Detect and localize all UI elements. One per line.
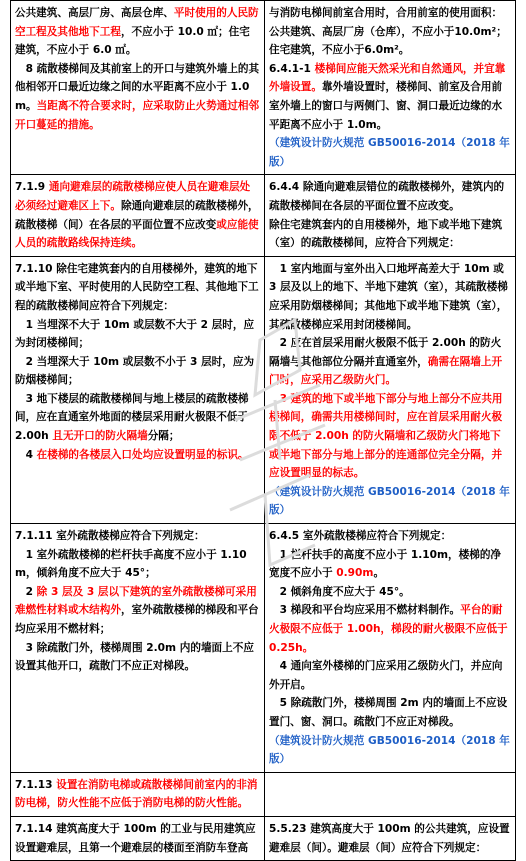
paragraph bbox=[15, 4, 260, 60]
left-cell bbox=[11, 524, 265, 773]
body-text: 1 栏杆扶手的高度不应小于 1.10m，楼梯的净宽度不应小于 bbox=[269, 548, 502, 580]
paragraph bbox=[15, 60, 260, 134]
table-row bbox=[11, 524, 516, 773]
paragraph bbox=[269, 546, 511, 583]
highlight-text: 除 3 层及 3 层以下建筑的室外疏散楼梯可采用难燃性材料或木结构外 bbox=[15, 585, 257, 617]
right-cell bbox=[265, 524, 516, 773]
paragraph bbox=[269, 390, 511, 483]
body-text: 7.1.14 建筑高度大于 100m 的工业与民用建筑应设置避难层，且第一个避难层的楼面至消防车登高 bbox=[15, 822, 256, 854]
right-cell bbox=[265, 256, 516, 523]
body-text: 公共建筑、高层厂房、高层仓库、 bbox=[15, 7, 174, 19]
paragraph bbox=[269, 260, 511, 334]
paragraph bbox=[15, 353, 260, 390]
paragraph bbox=[15, 546, 260, 583]
highlight-text: 且无开口的防火隔墙 bbox=[52, 430, 148, 443]
paragraph bbox=[269, 694, 511, 731]
body-text: 6.4.1-1 bbox=[269, 62, 315, 75]
body-text: 7.1.13 bbox=[15, 778, 57, 791]
highlight-text: 楼梯间应能天然采光和自然通风，并宜靠外墙设置。 bbox=[269, 62, 506, 94]
table-row bbox=[11, 256, 516, 523]
right-cell bbox=[265, 816, 516, 860]
body-text: 分隔； bbox=[147, 430, 180, 443]
paragraph bbox=[15, 820, 260, 857]
highlight-text: 或应能使人员的疏散路线保持连续。 bbox=[15, 218, 259, 250]
paragraph bbox=[15, 178, 260, 252]
body-text: ，室外疏散楼梯的梯段和平台均应采用不燃材料； bbox=[15, 604, 259, 635]
body-text: 8 疏散楼梯间及其前室上的开口与建筑外墙上的其他相邻开口最近边缘之间的水平距离不应小于 1.0m。 bbox=[15, 62, 260, 112]
body-text: 3 地下楼层的疏散楼梯间与地上楼层的疏散楼梯间，应在直通室外地面的楼层采用耐火极限不低于 2.00h bbox=[15, 392, 249, 443]
left-cell bbox=[11, 816, 265, 860]
body-text: 2 当埋深大于 10m 或层数不小于 3 层时，应为防烟楼梯间； bbox=[15, 355, 255, 387]
paragraph bbox=[15, 446, 260, 465]
paragraph bbox=[269, 483, 511, 520]
body-text: ，不应小于 10.0 ㎡；住宅建筑，不应小于 6.0 ㎡。 bbox=[15, 25, 250, 57]
paragraph bbox=[269, 216, 511, 253]
paragraph bbox=[269, 732, 511, 769]
source-citation: （建筑设计防火规范 GB50016-2014（2018 年版） bbox=[269, 734, 510, 766]
paragraph bbox=[15, 639, 260, 676]
right-cell bbox=[265, 772, 516, 816]
body-text: 1 室内地面与室外出入口地坪高差大于 10m 或 3 层及以上的地下、半地下建筑（室），其疏散楼梯应采用防烟楼梯间；其他地下或半地下建筑（室），其疏散楼梯应采用封闭楼梯间。 bbox=[269, 262, 508, 331]
paragraph bbox=[15, 390, 260, 446]
body-text: 1 当埋深不大于 10m 或层数不大于 2 层时，应为封闭楼梯间； bbox=[15, 318, 255, 350]
paragraph bbox=[15, 316, 260, 353]
paragraph bbox=[269, 134, 511, 171]
comparison-table bbox=[10, 0, 516, 861]
body-text: 2 应在首层采用耐火极限不低于 2.00h 的防火隔墙与其他部位分隔并直通室外， bbox=[269, 337, 502, 368]
paragraph bbox=[15, 583, 260, 639]
table-row bbox=[11, 175, 516, 256]
paragraph bbox=[269, 178, 511, 215]
highlight-text: 0.90m bbox=[336, 567, 374, 580]
body-text: 5.5.23 建筑高度大于 100m 的公共建筑，应设置避难层（间）。避难层（间）应符合下列规定： bbox=[269, 822, 510, 854]
paragraph bbox=[15, 260, 260, 316]
highlight-text: 通向避难层的疏散楼梯应使人员在避难层处必须经过避难区上下。 bbox=[15, 181, 251, 212]
table-row bbox=[11, 1, 516, 175]
left-cell bbox=[11, 772, 265, 816]
highlight-text: 平台的耐火极限不应低于 1.00h，梯段的耐火极限不应低于 0.25h。 bbox=[269, 604, 508, 654]
paragraph bbox=[15, 527, 260, 546]
body-text: 1 室外疏散楼梯的栏杆扶手高度不应小于 1.10m，倾斜角度不应大于 45°； bbox=[15, 548, 247, 580]
body-text: 7.1.11 室外疏散楼梯应符合下列规定： bbox=[15, 530, 205, 543]
highlight-text: 3 建筑的地下或半地下部分与地上部分不应共用楼梯间，确需共用楼梯间时，应在首层采用耐火极限不低于 2.00h 的防火隔墙和乙级防火门将地下或半地下部分与地上部分的连通部位完全分隔，并应设置明显的标志。 bbox=[269, 392, 503, 480]
highlight-text: 当距离不符合要求时，应采取防止火势通过相邻开口蔓延的措施。 bbox=[15, 99, 260, 131]
paragraph bbox=[269, 657, 511, 694]
paragraph bbox=[269, 527, 511, 546]
paragraph bbox=[269, 583, 511, 602]
highlight-text: 设置在消防电梯或疏散楼梯间前室内的非消防电梯，防火性能不应低于消防电梯的防火性能。 bbox=[15, 778, 258, 810]
body-text: 4 bbox=[15, 448, 37, 461]
paragraph bbox=[15, 776, 260, 813]
body-text: 5 除疏散门外，楼梯周围 2m 内的墙面上不应设置门、窗、洞口。疏散门不应正对梯段。 bbox=[269, 697, 508, 728]
body-text: 6.4.5 室外疏散楼梯应符合下列规定： bbox=[269, 530, 452, 543]
left-cell bbox=[11, 175, 265, 256]
body-text: 7.1.10 除住宅建筑套内的自用楼梯外，建筑的地下或半地下室、平时使用的人民防空工程、其他地下工程的疏散楼梯间应符合下列规定： bbox=[15, 262, 259, 312]
body-text: 4 通向室外楼梯的门应采用乙级防火门，并应向外开启。 bbox=[269, 660, 503, 691]
paragraph bbox=[269, 601, 511, 657]
right-cell bbox=[265, 1, 516, 175]
body-text: 。 bbox=[373, 567, 385, 580]
table-row bbox=[11, 816, 516, 860]
source-citation: （建筑设计防火规范 GB50016-2014（2018 年版） bbox=[269, 137, 510, 168]
body-text: 7.1.9 bbox=[15, 181, 49, 194]
body-text: 2 bbox=[15, 585, 37, 598]
left-cell bbox=[11, 256, 265, 523]
paragraph bbox=[269, 334, 511, 390]
body-text: 6.4.4 除通向避难层错位的疏散楼梯外，建筑内的疏散楼梯间在各层的平面位置不应改变。 bbox=[269, 181, 505, 212]
paragraph bbox=[269, 4, 511, 60]
body-text: 除通向避难层的疏散楼梯外，疏散楼梯（间）在各层的平面位置不应改变 bbox=[15, 199, 259, 231]
paragraph bbox=[269, 60, 511, 134]
right-cell bbox=[265, 175, 516, 256]
paragraph bbox=[269, 820, 511, 857]
highlight-text: 平时使用的人民防空工程及其他地下工程 bbox=[15, 7, 259, 38]
body-text: 2 倾斜角度不应大于 45°。 bbox=[269, 585, 410, 598]
table-row bbox=[11, 772, 516, 816]
body-text: 除住宅建筑套内的自用楼梯外，地下或半地下建筑（室）的疏散楼梯间，应符合下列规定： bbox=[269, 218, 503, 250]
source-citation: （建筑设计防火规范 GB50016-2014（2018 年版） bbox=[269, 485, 510, 517]
body-text: 靠外墙设置时，楼梯间、前室及合用前室外墙上的窗口与两侧门、窗、洞口最近边缘的水平距离不应小于 1.0m。 bbox=[269, 81, 503, 131]
left-cell bbox=[11, 1, 265, 175]
body-text: 3 除疏散门外，楼梯周围 2.0m 内的墙面上不应设置其他开口，疏散门不应正对梯段。 bbox=[15, 641, 254, 673]
highlight-text: 确需在隔墙上开门时，应采用乙级防火门。 bbox=[269, 355, 503, 387]
highlight-text: 在楼梯的各楼层入口处均应设置明显的标识。 bbox=[36, 448, 249, 461]
body-text: 3 梯段和平台均应采用不燃材料制作。 bbox=[269, 604, 461, 617]
body-text: 与消防电梯间前室合用时，合用前室的使用面积：公共建筑、高层厂房（仓库），不应小于10.0m²；住宅建筑，不应小于6.0m²。 bbox=[269, 7, 507, 57]
